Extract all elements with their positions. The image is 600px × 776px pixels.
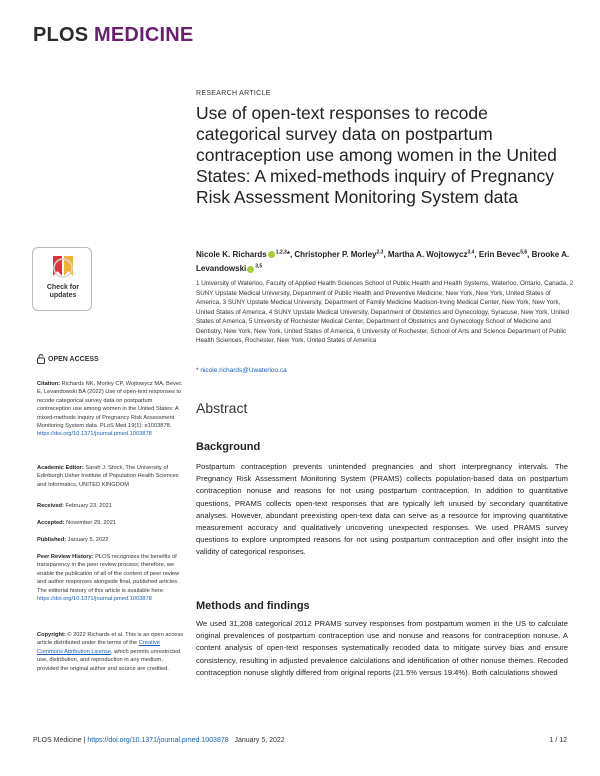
check-for-updates-badge[interactable] <box>32 247 92 311</box>
author[interactable]: Christopher P. Morley$^{2,3}$, <box>294 249 388 259</box>
background-text: Postpartum contraception prevents unintended pregnancies and short interpregnancy intervals. The Pregnancy Risk Assessment Monitoring System (PRAMS) collects population-based data on postpartum contraception nonuse and reasons for not using postpartum contraception. In addition to quantitative questions, PRAMS collects open-text responses that are typically left unused by secondary quantitative analyses. However, abundant preexisting open-text data can serve as a resource for improving quantitative measurement accuracy and qualitatively uncovering unexpected responses. We used PRAMS survey questions to explore unprompted reasons for not using postpartum contraception and offer insight into the validity of categorical responses. <box>196 462 568 557</box>
accepted-value: November 29, 2021 <box>64 520 117 526</box>
orcid-icon[interactable] <box>268 251 275 258</box>
article-type: RESEARCH ARTICLE <box>196 90 271 97</box>
page-number: 1 / 12 <box>549 737 567 744</box>
license-link[interactable]: Creative Commons Attribution License <box>37 640 160 655</box>
accepted-date <box>37 519 185 527</box>
author[interactable]: Nicole K. Richards $^{1,2,3}$*, <box>196 249 295 259</box>
received-value: February 23, 2021 <box>63 503 112 509</box>
footer-doi-link[interactable]: https://doi.org/10.1371/journal.pmed.1003878 <box>87 737 229 744</box>
methods-heading: Methods and findings <box>196 600 310 612</box>
author[interactable]: Erin Bevec$^{5,6}$, <box>478 249 532 259</box>
footer-date: January 5, 2022 <box>234 737 285 744</box>
open-access-text: OPEN ACCESS <box>48 355 99 363</box>
author[interactable]: Brooke A. Levandowski $^{3,5}$ <box>196 249 570 274</box>
corresponding-email <box>196 367 287 374</box>
article-title: Use of open-text responses to recode categorical survey data on postpartum contraception use among women in the United States: A mixed-methods inquiry of Pregnancy Risk Assessment Monitoring System data <box>196 103 557 207</box>
affiliations: 1 University of Waterloo, Faculty of Applied Health Sciences School of Public Health and Health Systems, Waterloo, Ontario, Canada, 2 SUNY Upstate Medical University, Department of Public Health and Preventive Medicine, New York, New York, United States of America, 3 SUNY Upstate Medical University, Department of Family Medicine Madison-Irving Medical Center, New York, New York, United States of America, 4 SUNY Upstate Medical University, Department of Obstetrics and Gynecology, Syracuse, New York, United States of America, 5 University of Rochester Medical Center, Department of Obstetrics and Gynecology School of Medicine and Dentistry, New York, New York, United States of America, 6 University of Rochester, School of Arts and Science Department of Public Health Sciences, Rochester, New York, United States of America <box>196 280 574 344</box>
accepted-label: Accepted: <box>37 520 65 526</box>
background-heading: Background <box>196 441 261 453</box>
peer-review-text: PLOS recognizes the benefits of transparency in the peer review process; therefore, we enable the publication of all of the content of peer review and author responses alongside final, published articles. The editorial history of this article is available here: <box>37 554 180 594</box>
badge-line2: updates <box>49 292 77 299</box>
peer-review-link[interactable]: https://doi.org/10.1371/journal.pmed.1003878 <box>37 596 152 603</box>
academic-editor-block <box>37 464 185 489</box>
bookmark-icon <box>51 254 75 282</box>
copyright-text-end: , which permits unrestricted use, distribution, and reproduction in any medium, provided the original author and source are credited. <box>37 648 181 672</box>
author[interactable]: Martha A. Wojtowycz$^{3,4}$, <box>387 249 479 259</box>
open-lock-icon <box>37 354 45 364</box>
journal-name-plos: PLOS <box>33 24 89 46</box>
email-mark: * <box>196 367 201 374</box>
received-label: Received: <box>37 503 64 509</box>
page-footer <box>33 737 567 744</box>
citation-label: Citation: <box>37 381 61 387</box>
author-list <box>196 246 576 275</box>
open-access-label <box>37 354 99 364</box>
citation-doi-link[interactable]: https://doi.org/10.1371/journal.pmed.1003878 <box>37 431 152 438</box>
email-link[interactable]: nicole.richards@Uwaterloo.ca <box>200 367 287 374</box>
journal-logo <box>33 24 193 47</box>
footer-separator: | <box>81 737 88 744</box>
methods-text: We used 31,208 categorical 2012 PRAMS survey responses from postpartum women in the US to calculate original prevalences of postpartum contraception use and nonuse and reasons for contraception nonuse. A content analysis of open-text responses systematically recoded data to mitigate survey bias and ensure consistency, resulting in adjusted prevalence calculations and identification of other nonuse themes. Recoded contraception nonuse slightly differed from original reports (21.5% versus 19.4%). Both calculations showed <box>196 619 568 677</box>
citation-text: Richards NK, Morley CP, Wojtowycz MA, Bevec E, Levandowski BA (2022) Use of open-text responses to recode categorical survey data on postpartum contraception use among women in the United States: A mixed-methods inquiry of Pregnancy Risk Assessment Monitoring System data. PLoS Med 19(1): e1003878. <box>37 381 182 430</box>
editor-label: Academic Editor: <box>37 465 84 471</box>
abstract-heading: Abstract <box>196 400 248 416</box>
editor-text: Sarah J. Stock, The University of Edinburgh Usher Institute of Population Health Sciences and Informatics, UNITED KINGDOM <box>37 465 179 488</box>
published-label: Published: <box>37 537 67 543</box>
citation-block <box>37 380 185 439</box>
journal-name-medicine: MEDICINE <box>94 24 194 46</box>
badge-line1: Check for <box>46 284 80 291</box>
published-value: January 5, 2022 <box>66 537 109 543</box>
received-date <box>37 502 185 510</box>
published-date <box>37 536 185 544</box>
copyright-text: © 2022 Richards et al. This is an open access article distributed under the terms of the <box>37 632 184 647</box>
copyright-block <box>37 631 185 673</box>
peer-review-label: Peer Review History: <box>37 554 94 560</box>
footer-journal: PLOS Medicine <box>33 737 82 744</box>
copyright-label: Copyright: <box>37 632 66 638</box>
orcid-icon[interactable] <box>247 266 254 273</box>
peer-review-block <box>37 553 185 603</box>
